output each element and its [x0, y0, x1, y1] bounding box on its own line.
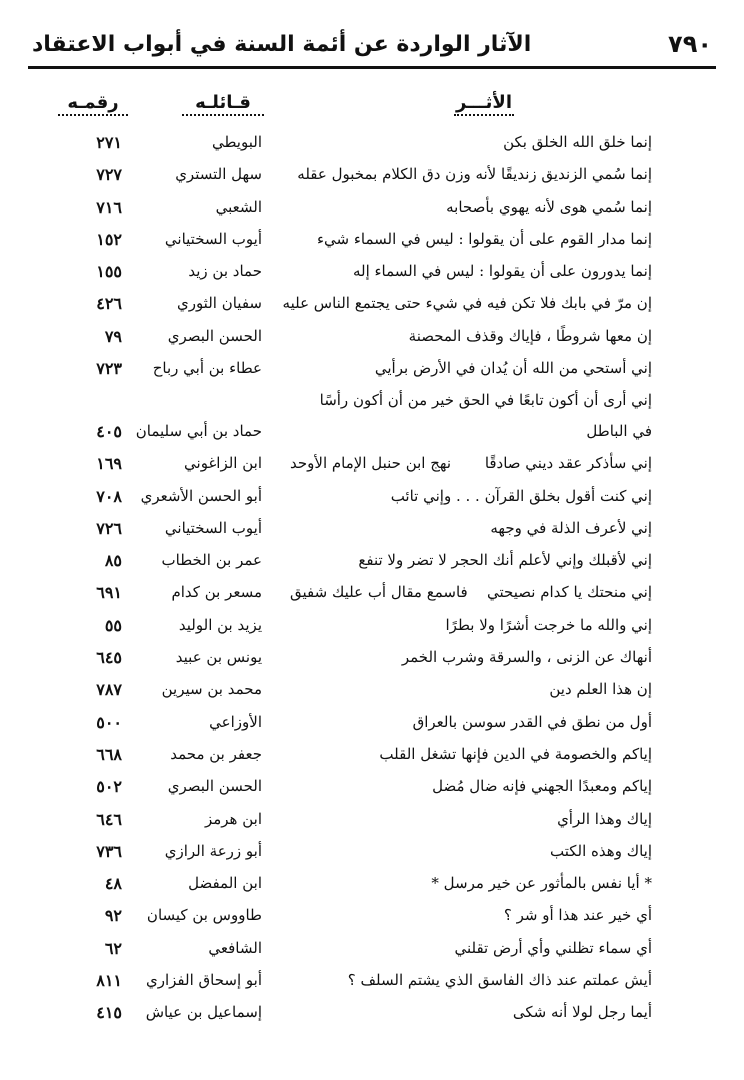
raqm-number: ٧١٦ — [96, 197, 122, 217]
athar-text: إني لأقبلك وإني لأعلم أنك الحجر لا تضر ولا تنفع — [358, 551, 652, 570]
raqm-number: ٤١٥ — [96, 1003, 122, 1023]
table-row — [0, 485, 744, 517]
raqm-number: ٦٢ — [104, 938, 122, 958]
athar-text: إنما خلق الله الخلق بكن — [503, 133, 652, 151]
raqm-number: ٨٥ — [104, 551, 122, 571]
athar-text: إني لأعرف الذلة في وجهه — [490, 518, 652, 537]
column-header-athar: الأثـــر — [454, 92, 514, 116]
table-row — [0, 614, 744, 646]
athar-index-table — [0, 131, 744, 1034]
verse-first-hemistich: إني سأذكر عقد ديني صادقًا — [484, 454, 652, 473]
raqm-number: ٥٠٢ — [96, 777, 122, 797]
qail-name: حماد بن أبي سليمان — [135, 421, 262, 440]
athar-text: إنما يدورون على أن يقولوا : ليس في السماء إله — [352, 262, 652, 281]
page-number: ٧٩٠ — [668, 30, 712, 58]
athar-text: أيش عملتم عند ذاك الفاسق الذي يشتم السلف ؟ — [347, 971, 652, 990]
qail-name: ابن المفضل — [188, 874, 262, 893]
qail-name: أبو الحسن الأشعري — [140, 486, 262, 505]
athar-text: إني أستحي من الله أن يُدان في الأرض برأيي — [374, 359, 652, 378]
qail-name: الشافعي — [208, 938, 262, 957]
raqm-number: ٥٠٠ — [96, 712, 122, 732]
athar-text: إنما سُمي هوى لأنه يهوي بأصحابه — [446, 197, 652, 216]
qail-name: ابن هرمز — [204, 809, 262, 828]
qail-name: إسماعيل بن عياش — [145, 1003, 262, 1022]
raqm-number: ٧٨٧ — [96, 680, 122, 700]
table-row — [0, 452, 744, 484]
raqm-number: ٧٠٨ — [96, 486, 122, 506]
table-row — [0, 872, 744, 904]
qail-name: مسعر بن كدام — [171, 583, 262, 602]
table-row — [0, 1001, 744, 1033]
raqm-number: ٧٩ — [104, 326, 122, 346]
raqm-number: ٩٢ — [104, 906, 122, 926]
athar-text: إياكم والخصومة في الدين فإنها تشغل القلب — [379, 744, 652, 763]
verse-second-hemistich: فاسمع مقال أب عليك شفيق — [290, 583, 468, 602]
table-row — [0, 904, 744, 936]
qail-name: الشعبي — [215, 197, 262, 216]
table-row — [0, 808, 744, 840]
running-title: الآثار الواردة عن أئمة السنة في أبواب الاعتقاد — [32, 32, 532, 57]
table-row — [0, 517, 744, 549]
raqm-number: ٧٣٦ — [96, 841, 122, 861]
table-row — [0, 549, 744, 581]
athar-text: إنما مدار القوم على أن يقولوا : ليس في السماء شيء — [316, 229, 652, 248]
raqm-number: ٤٠٥ — [96, 421, 122, 441]
athar-text: أنهاك عن الزنى ، والسرقة وشرب الخمر — [401, 648, 652, 667]
raqm-number: ٦٦٨ — [96, 744, 122, 764]
raqm-number: ٥٥ — [104, 615, 122, 635]
qail-name: جعفر بن محمد — [170, 744, 262, 763]
athar-text: إن معها شروطًا ، فإياك وقذف المحصنة — [408, 326, 652, 345]
qail-name: طاووس بن كيسان — [146, 906, 262, 925]
table-row — [0, 775, 744, 807]
table-row — [0, 743, 744, 775]
table-row — [0, 196, 744, 228]
raqm-number: ٧٢٦ — [96, 518, 122, 538]
raqm-number: ٤٨ — [104, 874, 122, 894]
athar-text: إني كنت أقول بخلق القرآن . . . وإني تائب — [390, 486, 652, 505]
table-row — [0, 260, 744, 292]
table-row — [0, 325, 744, 357]
page-header — [28, 30, 716, 66]
qail-name: أيوب السختياني — [164, 518, 262, 537]
athar-text: أي خير عند هذا أو شر ؟ — [503, 906, 652, 925]
athar-text: أي سماء تظلني وأي أرض تقلني — [454, 938, 652, 957]
athar-text: إنما سُمي الزنديق زنديقًا لأنه وزن دق الكلام بمخبول عقله — [297, 165, 652, 184]
table-row — [0, 840, 744, 872]
raqm-number: ٢٧١ — [96, 133, 122, 152]
athar-text: إني أرى أن أكون تابعًا في الحق خير من أن أكون رأسًا — [319, 391, 652, 410]
qail-name: عطاء بن أبي رباح — [152, 359, 262, 378]
qail-name: الحسن البصري — [167, 326, 262, 345]
verse-first-hemistich: إني منحتك يا كدام نصيحتي — [487, 583, 652, 602]
qail-name: الأوزاعي — [209, 712, 262, 731]
raqm-number: ٧٢٧ — [96, 165, 122, 185]
column-header-raqm: رقمـه — [58, 92, 128, 116]
qail-name: سهل التستري — [175, 165, 262, 184]
table-row — [0, 131, 744, 163]
verse-second-hemistich: نهج ابن حنبل الإمام الأوحد — [290, 454, 452, 473]
raqm-number: ٦٤٦ — [96, 809, 122, 829]
qail-name: حماد بن زيد — [188, 262, 262, 281]
raqm-number: ٧٢٣ — [96, 359, 122, 379]
athar-text: * أيا نفس بالمأثور عن خير مرسل * — [431, 874, 652, 893]
column-headers — [0, 92, 744, 116]
qail-name: البويطي — [212, 133, 262, 151]
athar-text: في الباطل — [586, 421, 652, 440]
qail-name: يزيد بن الوليد — [178, 615, 262, 634]
column-header-qail: قـائلـه — [182, 92, 264, 116]
table-row — [0, 163, 744, 195]
table-row — [0, 969, 744, 1001]
table-row — [0, 420, 744, 452]
raqm-number: ١٥٢ — [96, 229, 122, 249]
athar-text: أيما رجل لولا أنه شكى — [512, 1003, 652, 1022]
qail-name: عمر بن الخطاب — [161, 551, 262, 570]
raqm-number: ١٥٥ — [96, 262, 122, 282]
athar-text: إياك وهذه الكتب — [550, 841, 652, 860]
raqm-number: ٦٤٥ — [96, 648, 122, 668]
table-row — [0, 292, 744, 324]
table-row — [0, 357, 744, 389]
table-row — [0, 711, 744, 743]
raqm-number: ٨١١ — [96, 971, 122, 991]
table-row — [0, 389, 744, 420]
qail-name: أيوب السختياني — [164, 229, 262, 248]
qail-name: سفيان الثوري — [176, 294, 262, 313]
athar-text: أول من نطق في القدر سوسن بالعراق — [412, 712, 652, 731]
qail-name: محمد بن سيرين — [161, 680, 262, 699]
athar-text: إياك وهذا الرأي — [557, 809, 652, 828]
qail-name: أبو زرعة الرازي — [164, 841, 262, 860]
table-row — [0, 678, 744, 710]
header-rule — [28, 66, 716, 69]
raqm-number: ١٦٩ — [96, 454, 122, 474]
table-row — [0, 228, 744, 260]
table-row — [0, 646, 744, 678]
athar-text: إني والله ما خرجت أشرًا ولا بطرًا — [445, 615, 652, 634]
athar-text: إن مرّ في بابك فلا تكن فيه في شيء حتى يجتمع الناس عليه — [282, 294, 652, 313]
athar-text: إياكم ومعبدًا الجهني فإنه ضال مُضل — [432, 777, 652, 796]
table-row — [0, 581, 744, 613]
athar-text: إن هذا العلم دين — [549, 680, 652, 699]
qail-name: أبو إسحاق الفزاري — [145, 971, 262, 990]
raqm-number: ٦٩١ — [96, 583, 122, 603]
table-row — [0, 937, 744, 969]
qail-name: ابن الزاغوني — [184, 454, 262, 473]
qail-name: يونس بن عبيد — [175, 648, 262, 667]
qail-name: الحسن البصري — [167, 777, 262, 796]
raqm-number: ٤٢٦ — [96, 294, 122, 314]
